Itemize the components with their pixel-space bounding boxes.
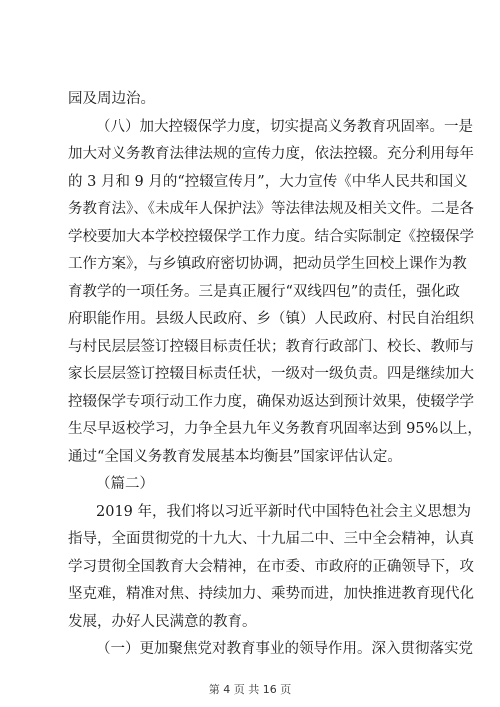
text-line: 通过“全国义务教育发展基本均衡县”国家评估认定。 bbox=[68, 448, 402, 465]
text-line: 生尽早返校学习，力争全县九年义务教育巩固率达到 95%以上， bbox=[68, 421, 482, 437]
text-line: 学习贯彻全国教育大会精神，在市委、市政府的正确领导下，攻 bbox=[68, 558, 474, 575]
page-footer: 第 4 页 共 16 页 bbox=[208, 683, 292, 696]
section-heading: （篇二） bbox=[96, 476, 154, 492]
text-line: 务教育法》、《未成年人保护法》等法律法规及相关文件。二是各 bbox=[68, 201, 474, 217]
text-line: 2019 年，我们将以习近平新时代中国特色社会主义思想为 bbox=[96, 503, 472, 520]
text-line: 坚克难，精准对焦、持续加力、乘势而进，加快推进教育现代化 bbox=[68, 586, 474, 602]
text-line: 控辍保学专项行动工作力度，确保劝返达到预计效果，使辍学学 bbox=[68, 393, 474, 410]
text-line: 学校要加大本学校控辍保学工作力度。结合实际制定《控辍保学 bbox=[68, 228, 474, 245]
text-line: 与村民层层签订控辍目标责任状；教育行政部门、校长、教师与 bbox=[68, 338, 474, 355]
text-line: 园及周边治。 bbox=[68, 91, 155, 107]
text-line: 的 3 月和 9 月的“控辍宣传月”，大力宣传《中华人民共和国义 bbox=[68, 173, 468, 190]
text-line: 指导，全面贯彻党的十九大、十九届二中、三中全会精神，认真 bbox=[68, 531, 474, 547]
text-line: 家长层层签订控辍目标责任状，一级对一级负责。四是继续加大 bbox=[68, 366, 474, 382]
text-line: 发展，办好人民满意的教育。 bbox=[68, 613, 257, 630]
text-line: 育教学的一项任务。三是真正履行“双线四包”的责任，强化政 bbox=[68, 283, 460, 300]
document-body bbox=[68, 86, 482, 664]
text-line: 工作方案》，与乡镇政府密切协调，把动员学生回校上课作为教 bbox=[68, 256, 467, 272]
text-line: 府职能作用。县级人民政府、乡（镇）人民政府、村民自治组织 bbox=[68, 311, 474, 327]
text-line: 加大对义务教育法律法规的宣传力度，依法控辍。充分利用每年 bbox=[68, 146, 474, 162]
text-line: （一）更加聚焦党对教育事业的领导作用。深入贯彻落实党 bbox=[96, 641, 473, 657]
text-line: （八）加大控辍保学力度，切实提高义务教育巩固率。一是 bbox=[96, 118, 473, 135]
